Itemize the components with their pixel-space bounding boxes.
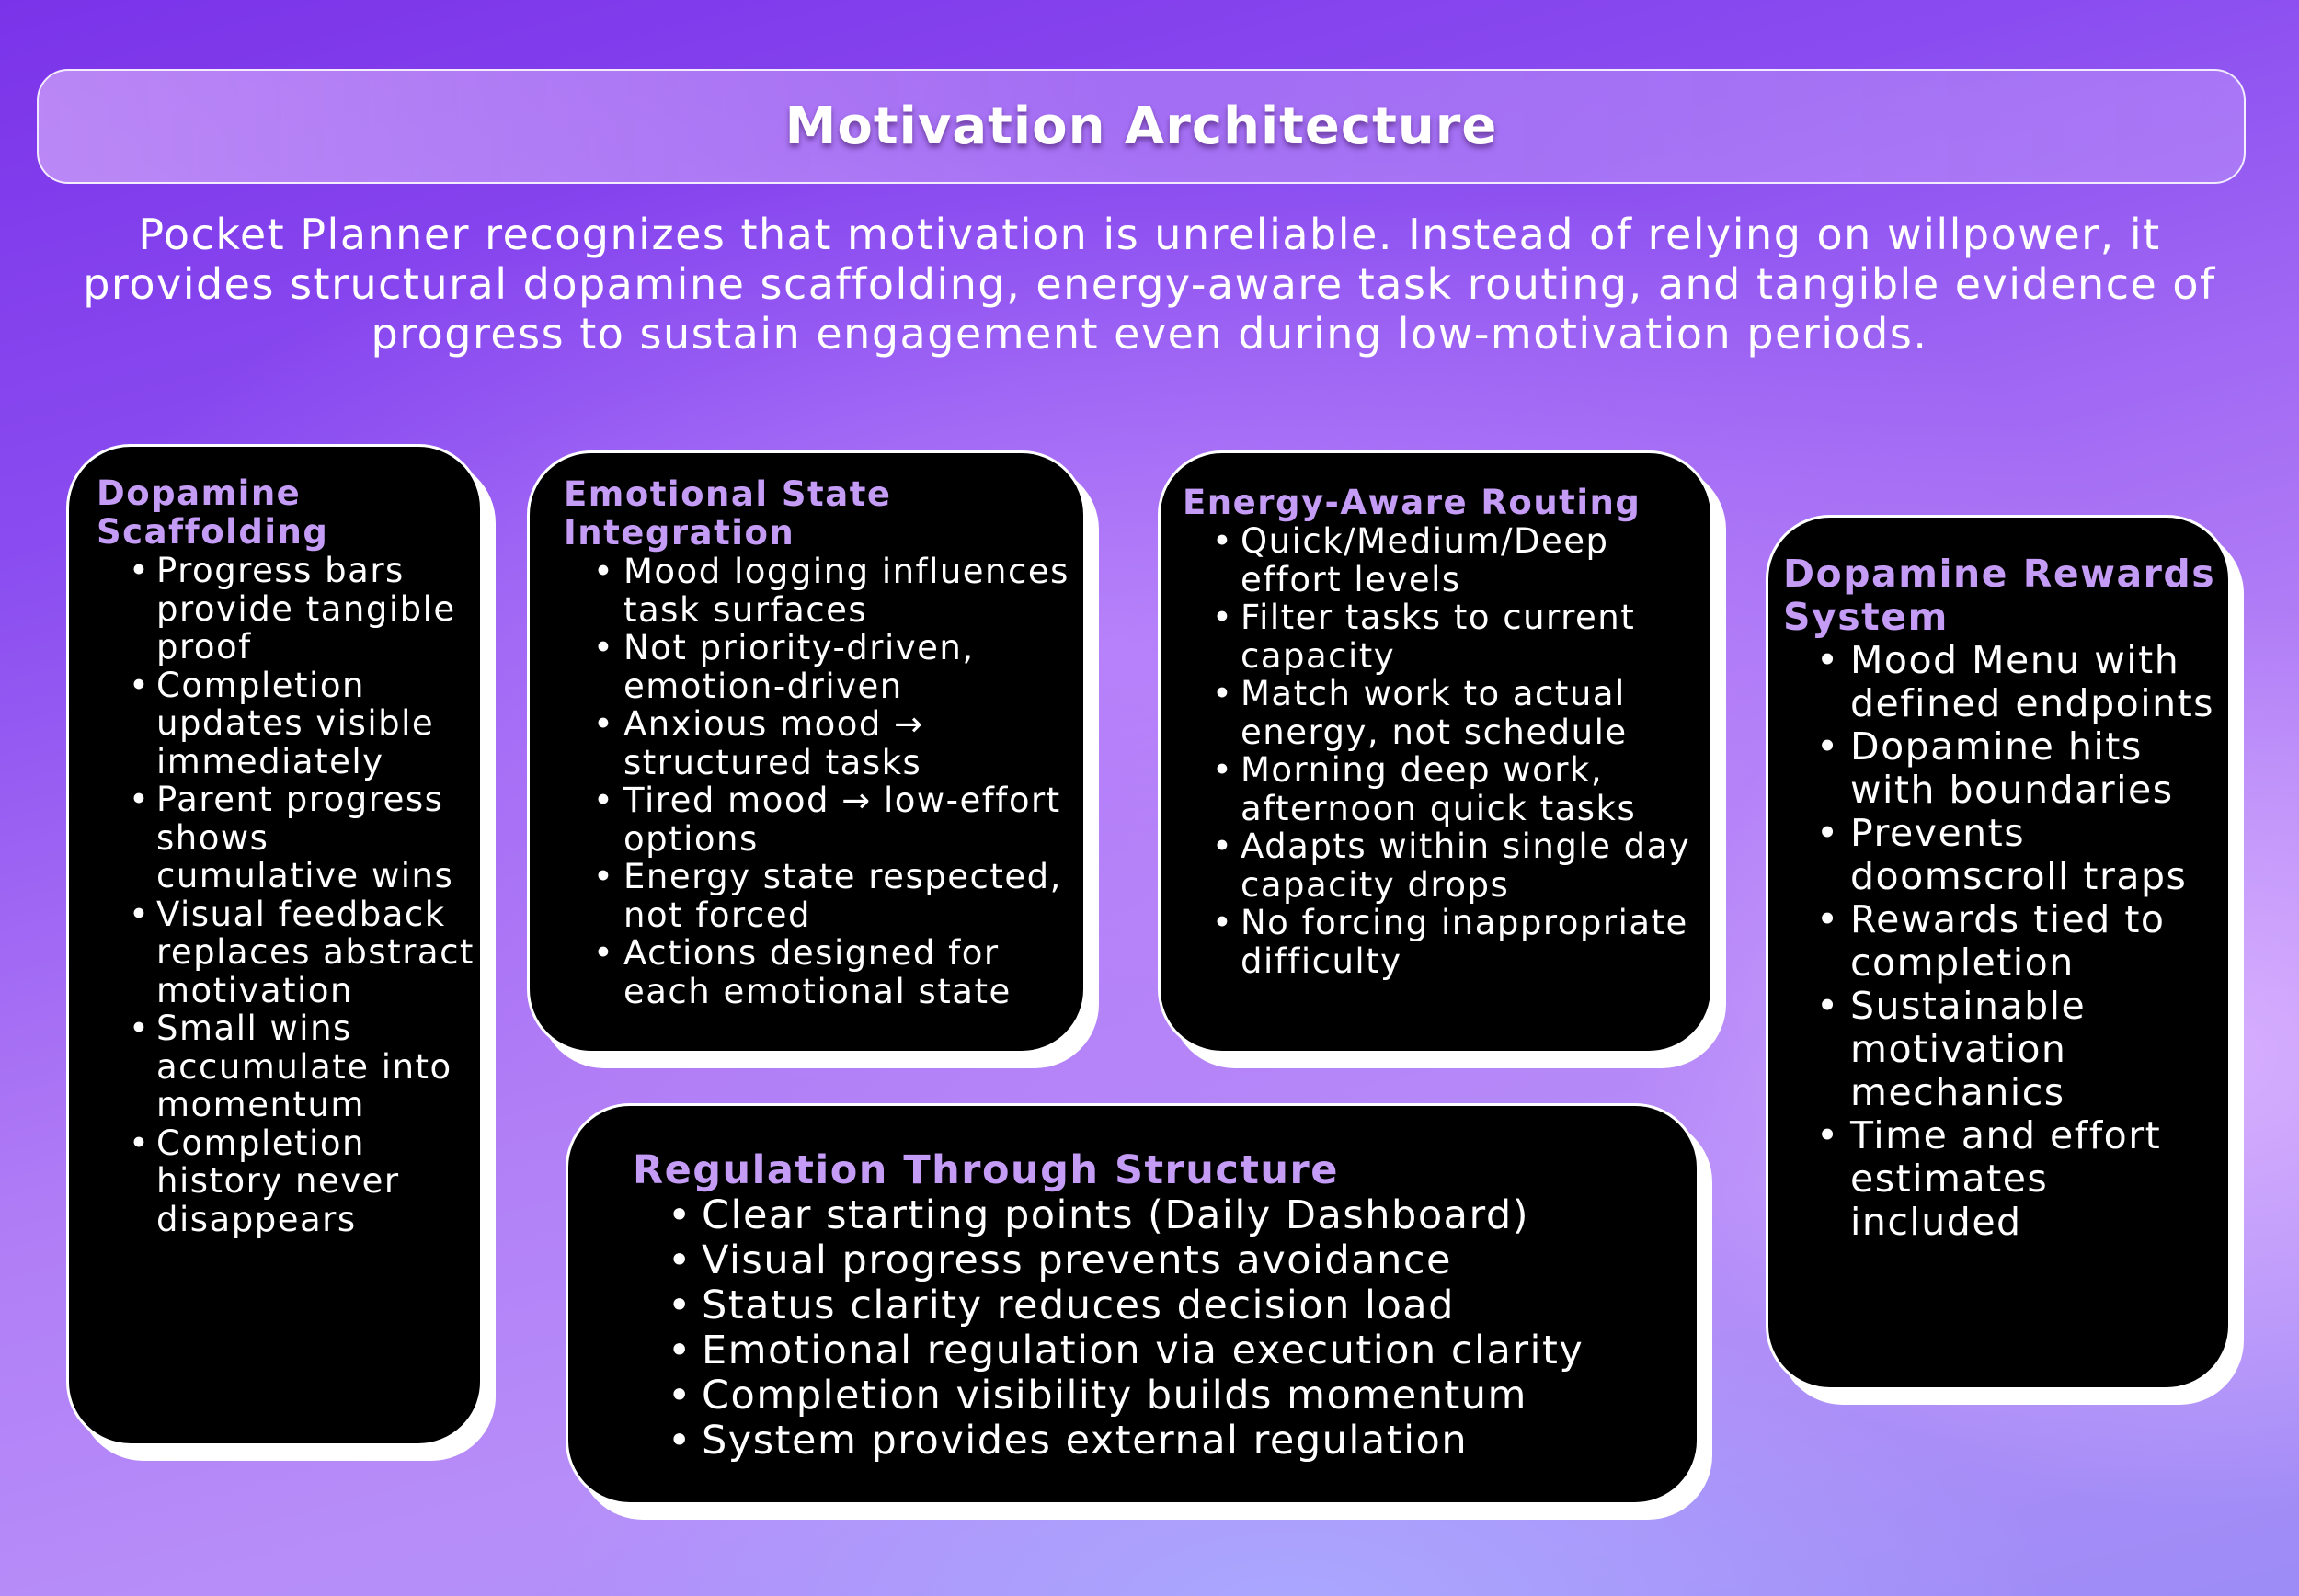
card-list bbox=[97, 552, 480, 1238]
card-list bbox=[1183, 522, 1710, 980]
list-item: • Emotional regulation via execution clarity bbox=[633, 1328, 1697, 1374]
list-item: • Sustainable motivation mechanics bbox=[1783, 985, 2228, 1114]
list-item: • Energy state respected, not forced bbox=[564, 858, 1083, 934]
list-item: • Match work to actual energy, not schedule bbox=[1183, 675, 1710, 751]
card-dopamine-scaffolding bbox=[66, 444, 483, 1446]
list-item: • Filter tasks to current capacity bbox=[1183, 598, 1710, 675]
list-item: • Quick/Medium/Deep effort levels bbox=[1183, 522, 1710, 598]
list-item: • Completion updates visible immediately bbox=[97, 667, 480, 781]
list-item: • Progress bars provide tangible proof bbox=[97, 552, 480, 667]
list-item: • Adapts within single day capacity drops bbox=[1183, 827, 1710, 904]
card-heading: Dopamine Rewards System bbox=[1783, 552, 2216, 639]
list-item: • Actions designed for each emotional state bbox=[564, 934, 1083, 1010]
list-item: • Anxious mood → structured tasks bbox=[564, 705, 1083, 781]
card-dopamine-rewards-system bbox=[1766, 515, 2231, 1390]
list-item: • Tired mood → low-effort options bbox=[564, 781, 1083, 858]
page-title: Motivation Architecture bbox=[784, 97, 1498, 156]
list-item: • Morning deep work, afternoon quick tasks bbox=[1183, 751, 1710, 827]
card-heading: Dopamine Scaffolding bbox=[97, 473, 329, 552]
list-item: • Visual feedback replaces abstract motivation bbox=[97, 895, 480, 1010]
intro-text: Pocket Planner recognizes that motivation is unreliable. Instead of relying on willpower, it provides structural dopamine scaffolding, energy-aware task routing, and tangible evidence of progress to sustain engagement even during low-motivation periods. bbox=[83, 210, 2216, 359]
card-heading: Energy-Aware Routing bbox=[1183, 483, 1641, 522]
list-item: • System provides external regulation bbox=[633, 1419, 1697, 1464]
list-item: • Not priority-driven, emotion-driven bbox=[564, 629, 1083, 705]
list-item: • Completion history never disappears bbox=[97, 1124, 480, 1239]
list-item: • Clear starting points (Daily Dashboard) bbox=[633, 1193, 1697, 1238]
list-item: • Prevents doomscroll traps bbox=[1783, 812, 2228, 898]
list-item: • Dopamine hits with boundaries bbox=[1783, 725, 2228, 812]
title-banner bbox=[37, 69, 2246, 184]
card-list bbox=[564, 553, 1083, 1010]
card-emotional-state-integration bbox=[527, 450, 1086, 1054]
list-item: • Mood logging influences task surfaces bbox=[564, 553, 1083, 629]
list-item: • Visual progress prevents avoidance bbox=[633, 1238, 1697, 1283]
list-item: • Mood Menu with defined endpoints bbox=[1783, 639, 2228, 725]
card-list bbox=[633, 1193, 1697, 1464]
list-item: • Rewards tied to completion bbox=[1783, 898, 2228, 985]
list-item: • Completion visibility builds momentum bbox=[633, 1374, 1697, 1419]
card-heading: Regulation Through Structure bbox=[633, 1147, 1339, 1193]
card-list bbox=[1783, 639, 2228, 1244]
list-item: • No forcing inappropriate difficulty bbox=[1183, 904, 1710, 980]
list-item: • Time and effort estimates included bbox=[1783, 1114, 2228, 1244]
list-item: • Small wins accumulate into momentum bbox=[97, 1009, 480, 1124]
card-heading: Emotional State Integration bbox=[564, 474, 892, 553]
card-regulation-through-structure bbox=[566, 1103, 1699, 1505]
card-energy-aware-routing bbox=[1158, 450, 1713, 1054]
list-item: • Status clarity reduces decision load bbox=[633, 1283, 1697, 1328]
list-item: • Parent progress shows cumulative wins bbox=[97, 781, 480, 895]
